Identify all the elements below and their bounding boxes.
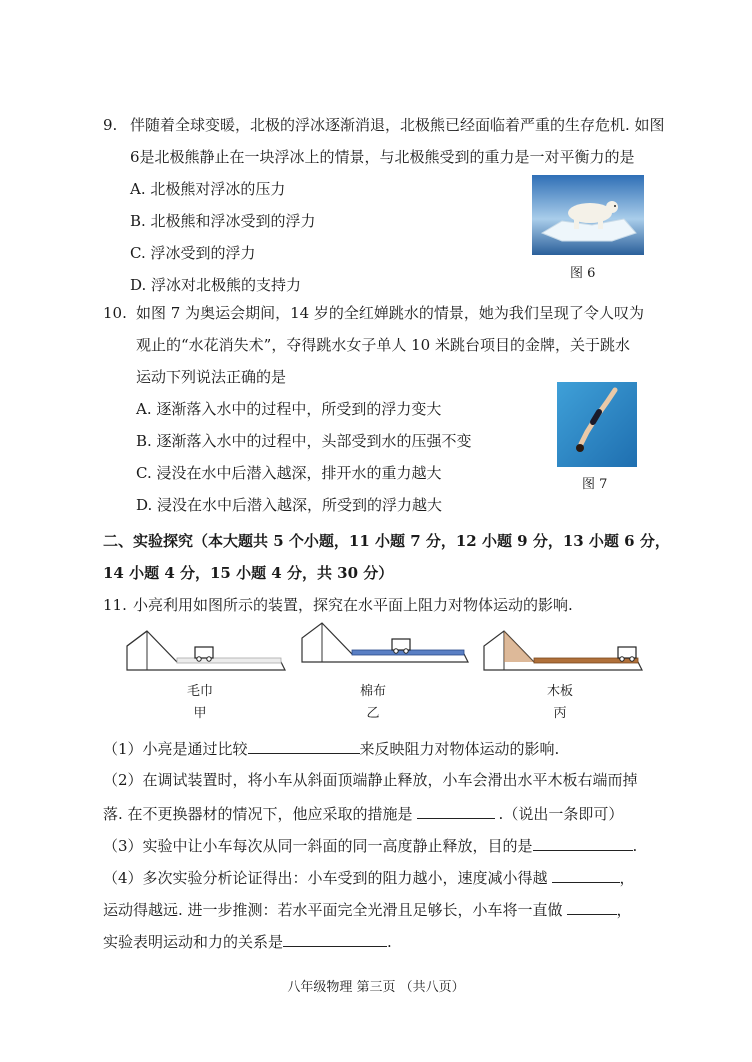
answer-blank-5[interactable] (567, 898, 617, 915)
apparatus-cloth-diagram (300, 622, 470, 664)
cart (618, 647, 636, 658)
towel-surface (177, 658, 281, 663)
q11-part4-text-a: （4）多次实验分析论证得出：小车受到的阻力越小，速度减小得越 (103, 869, 548, 887)
q11-part4-line1 (103, 866, 635, 888)
q11-part1-text-a: （1）小亮是通过比较 (103, 740, 248, 758)
answer-blank-2[interactable] (417, 802, 495, 819)
diagram-cloth-material: 棉布 (359, 684, 386, 699)
cart (392, 639, 410, 650)
section-2-heading-line1: 二、实验探究（本大题共 5 个小题，11 小题 7 分，12 小题 9 分，13 小题 6 分， (103, 532, 670, 550)
q11-part1 (103, 737, 559, 759)
diagram-cloth-tag: 乙 (366, 706, 380, 721)
q11-stem: 小亮利用如图所示的装置，探究在水平面上阻力对物体运动的影响. (133, 596, 573, 614)
answer-blank-6[interactable] (283, 930, 387, 947)
diagram-towel-tag: 甲 (193, 706, 207, 721)
q11-part4-text-b: ， (619, 869, 635, 887)
q11-part2-line2 (103, 802, 623, 824)
q9-number: 9. (103, 116, 118, 134)
q9-option-a: A. 北极熊对浮冰的压力 (130, 180, 286, 198)
q11-part2-text-a: 落. 在不更换器材的情况下，他应采取的措施是 (103, 805, 413, 823)
q11-part4-text-f: . (387, 933, 392, 951)
diagram-wood-tag: 丙 (553, 706, 567, 721)
q10-option-b: B. 逐渐落入水中的过程中，头部受到水的压强不变 (136, 432, 472, 450)
section-2-heading-line2: 14 小题 4 分，15 小题 4 分，共 30 分） (103, 564, 394, 582)
diagram-towel-material: 毛巾 (186, 684, 213, 699)
q9-stem-line1: 伴随着全球变暖，北极的浮冰逐渐消退，北极熊已经面临着严重的生存危机. 如图 (130, 116, 665, 134)
q11-part3-text-b: . (632, 837, 638, 855)
q11-part2-line1: （2）在调试装置时，将小车从斜面顶端静止释放，小车会滑出水平木板右端而掉 (103, 771, 638, 789)
q11-part2-text-b: .（说出一条即可） (498, 805, 624, 823)
answer-blank-3[interactable] (533, 834, 633, 851)
q11-part4-line3 (103, 930, 392, 952)
q11-part4-text-c: 运动得越远. 进一步推测：若水平面完全光滑且足够长，小车将一直做 (103, 901, 563, 919)
q9-option-b: B. 北极熊和浮冰受到的浮力 (130, 212, 316, 230)
q10-number: 10. (103, 304, 127, 322)
answer-blank-1[interactable] (248, 737, 360, 754)
q10-stem-line2: 观止的“水花消失术”，夺得跳水女子单人 10 米跳台项目的金牌，关于跳水 (136, 336, 630, 354)
diagram-wood-material: 木板 (546, 684, 573, 699)
q11-part3 (103, 834, 637, 856)
apparatus-wood-diagram (482, 630, 645, 672)
q11-part4-text-d: ， (616, 901, 632, 919)
q10-stem-line3: 运动下列说法正确的是 (136, 368, 287, 386)
q11-part4-text-e: 实验表明运动和力的关系是 (103, 933, 284, 951)
page-footer: 八年级物理 第三页 （共八页） (287, 980, 465, 995)
polar-bear-figure (532, 175, 644, 255)
q10-stem-line1: 如图 7 为奥运会期间，14 岁的全红婵跳水的情景，她为我们呈现了令人叹为 (136, 304, 644, 322)
q11-part1-text-b: 来反映阻力对物体运动的影响. (359, 740, 560, 758)
q10-option-a: A. 逐渐落入水中的过程中，所受到的浮力变大 (136, 400, 442, 418)
figure-7-label: 图 7 (582, 477, 608, 492)
diver-figure (557, 382, 637, 467)
q11-part3-text-a: （3）实验中让小车每次从同一斜面的同一高度静止释放，目的是 (103, 837, 533, 855)
cart (195, 647, 213, 658)
q9-stem-line2: 6是北极熊静止在一块浮冰上的情景，与北极熊受到的重力是一对平衡力的是 (130, 148, 635, 166)
q11-part4-line2 (103, 898, 632, 920)
q10-option-d: D. 浸没在水中后潜入越深，所受到的浮力越大 (136, 496, 443, 514)
q9-option-d: D. 浮冰对北极熊的支持力 (130, 276, 302, 294)
answer-blank-4[interactable] (552, 866, 620, 883)
q9-option-c: C. 浮冰受到的浮力 (130, 244, 256, 262)
q11-number: 11. (103, 596, 127, 614)
q10-option-c: C. 浸没在水中后潜入越深，排开水的重力越大 (136, 464, 442, 482)
figure-6-label: 图 6 (570, 266, 596, 281)
apparatus-towel-diagram (125, 630, 288, 672)
